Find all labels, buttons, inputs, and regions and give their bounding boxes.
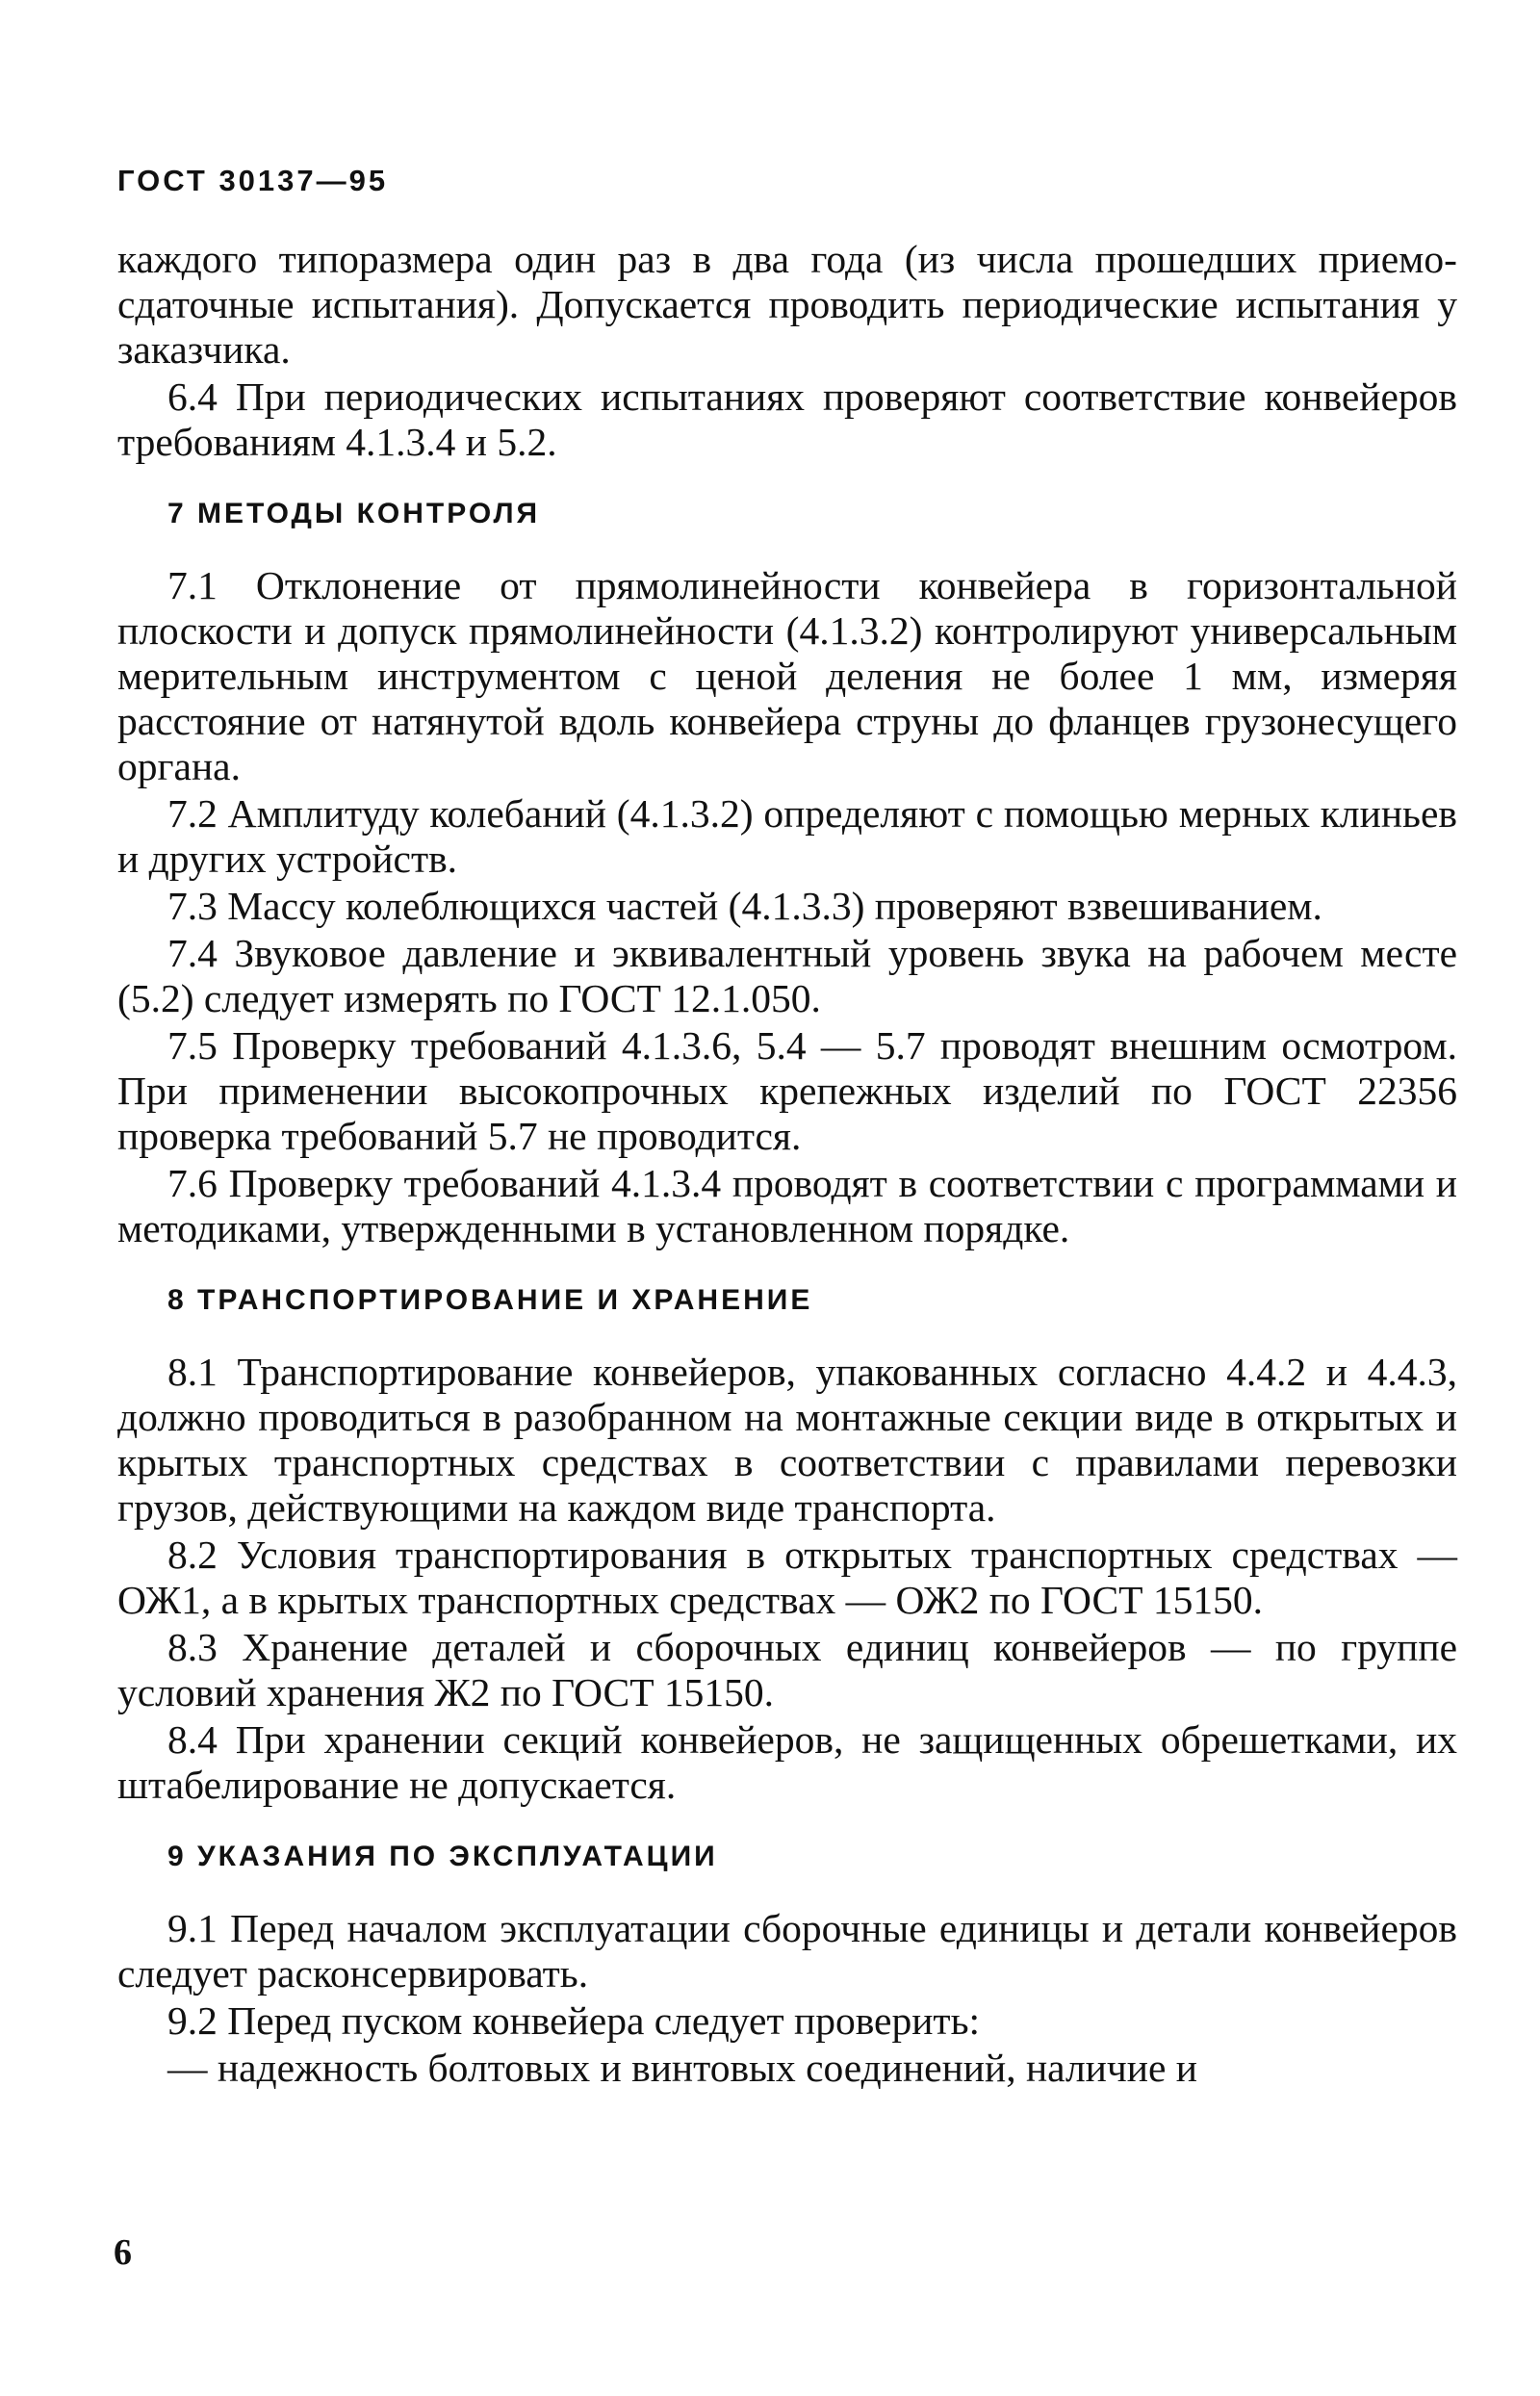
paragraph-8-4: 8.4 При хранении секций конвейеров, не защищенных обрешетками, их штабелирование не допускается. xyxy=(117,1717,1457,1807)
paragraph-7-2: 7.2 Амплитуду колебаний (4.1.3.2) определяют с помощью мерных клиньев и других устройств. xyxy=(117,791,1457,881)
paragraph-9-2: 9.2 Перед пуском конвейера следует проверить: xyxy=(167,1998,981,2043)
paragraph-7-4: 7.4 Звуковое давление и эквивалентный уровень звука на рабочем месте (5.2) следует измерять по ГОСТ 12.1.050. xyxy=(117,931,1457,1020)
paragraph-6-4: 6.4 При периодических испытаниях проверяют соответствие конвейеров требованиям 4.1.3.4 и 5.2. xyxy=(117,374,1457,464)
section-heading-9: 9 УКАЗАНИЯ ПО ЭКСПЛУАТАЦИИ xyxy=(167,1841,718,1872)
paragraph-7-1: 7.1 Отклонение от прямолинейности конвейера в горизонтальной плоскости и допуск прямолинейности (4.1.3.2) контролируют универсальным мерительным инструментом с ценой деления не более 1 мм, измеряя расстояние от натянутой вдоль конвейера струны до фланцев грузонесущего органа. xyxy=(117,563,1457,788)
list-item-dash: — надежность болтовых и винтовых соединений, наличие и xyxy=(167,2046,1197,2090)
document-header: ГОСТ 30137—95 xyxy=(117,164,389,197)
paragraph-7-6: 7.6 Проверку требований 4.1.3.4 проводят в соответствии с программами и методиками, утвержденными в установленном порядке. xyxy=(117,1161,1457,1250)
document-page xyxy=(117,164,1457,2093)
page-number: 6 xyxy=(114,2232,132,2273)
section-heading-8: 8 ТРАНСПОРТИРОВАНИЕ И ХРАНЕНИЕ xyxy=(167,1284,813,1316)
paragraph-8-3: 8.3 Хранение деталей и сборочных единиц конвейеров — по группе условий хранения Ж2 по ГОСТ 15150. xyxy=(117,1625,1457,1714)
paragraph-7-3: 7.3 Массу колеблющихся частей (4.1.3.3) проверяют взвешиванием. xyxy=(167,884,1322,928)
paragraph-7-5: 7.5 Проверку требований 4.1.3.6, 5.4 — 5.7 проводят внешним осмотром. При применении высокопрочных крепежных изделий по ГОСТ 22356 проверка требований 5.7 не проводится. xyxy=(117,1023,1457,1158)
paragraph-8-2: 8.2 Условия транспортирования в открытых транспортных средствах — ОЖ1, а в крытых транспортных средствах — ОЖ2 по ГОСТ 15150. xyxy=(117,1533,1457,1622)
paragraph-continuation: каждого типоразмера один раз в два года (из числа прошедших приемо-сдаточные испытания). Допускается проводить периодические испытания у заказчика. xyxy=(117,237,1457,372)
paragraph-9-1: 9.1 Перед началом эксплуатации сборочные единицы и детали конвейеров следует расконсервировать. xyxy=(117,1906,1457,1996)
section-heading-7: 7 МЕТОДЫ КОНТРОЛЯ xyxy=(167,498,541,529)
paragraph-8-1: 8.1 Транспортирование конвейеров, упакованных согласно 4.4.2 и 4.4.3, должно проводиться в разобранном на монтажные секции виде в открытых и крытых транспортных средствах в соответствии с правилами перевозки грузов, действующими на каждом виде транспорта. xyxy=(117,1350,1457,1530)
